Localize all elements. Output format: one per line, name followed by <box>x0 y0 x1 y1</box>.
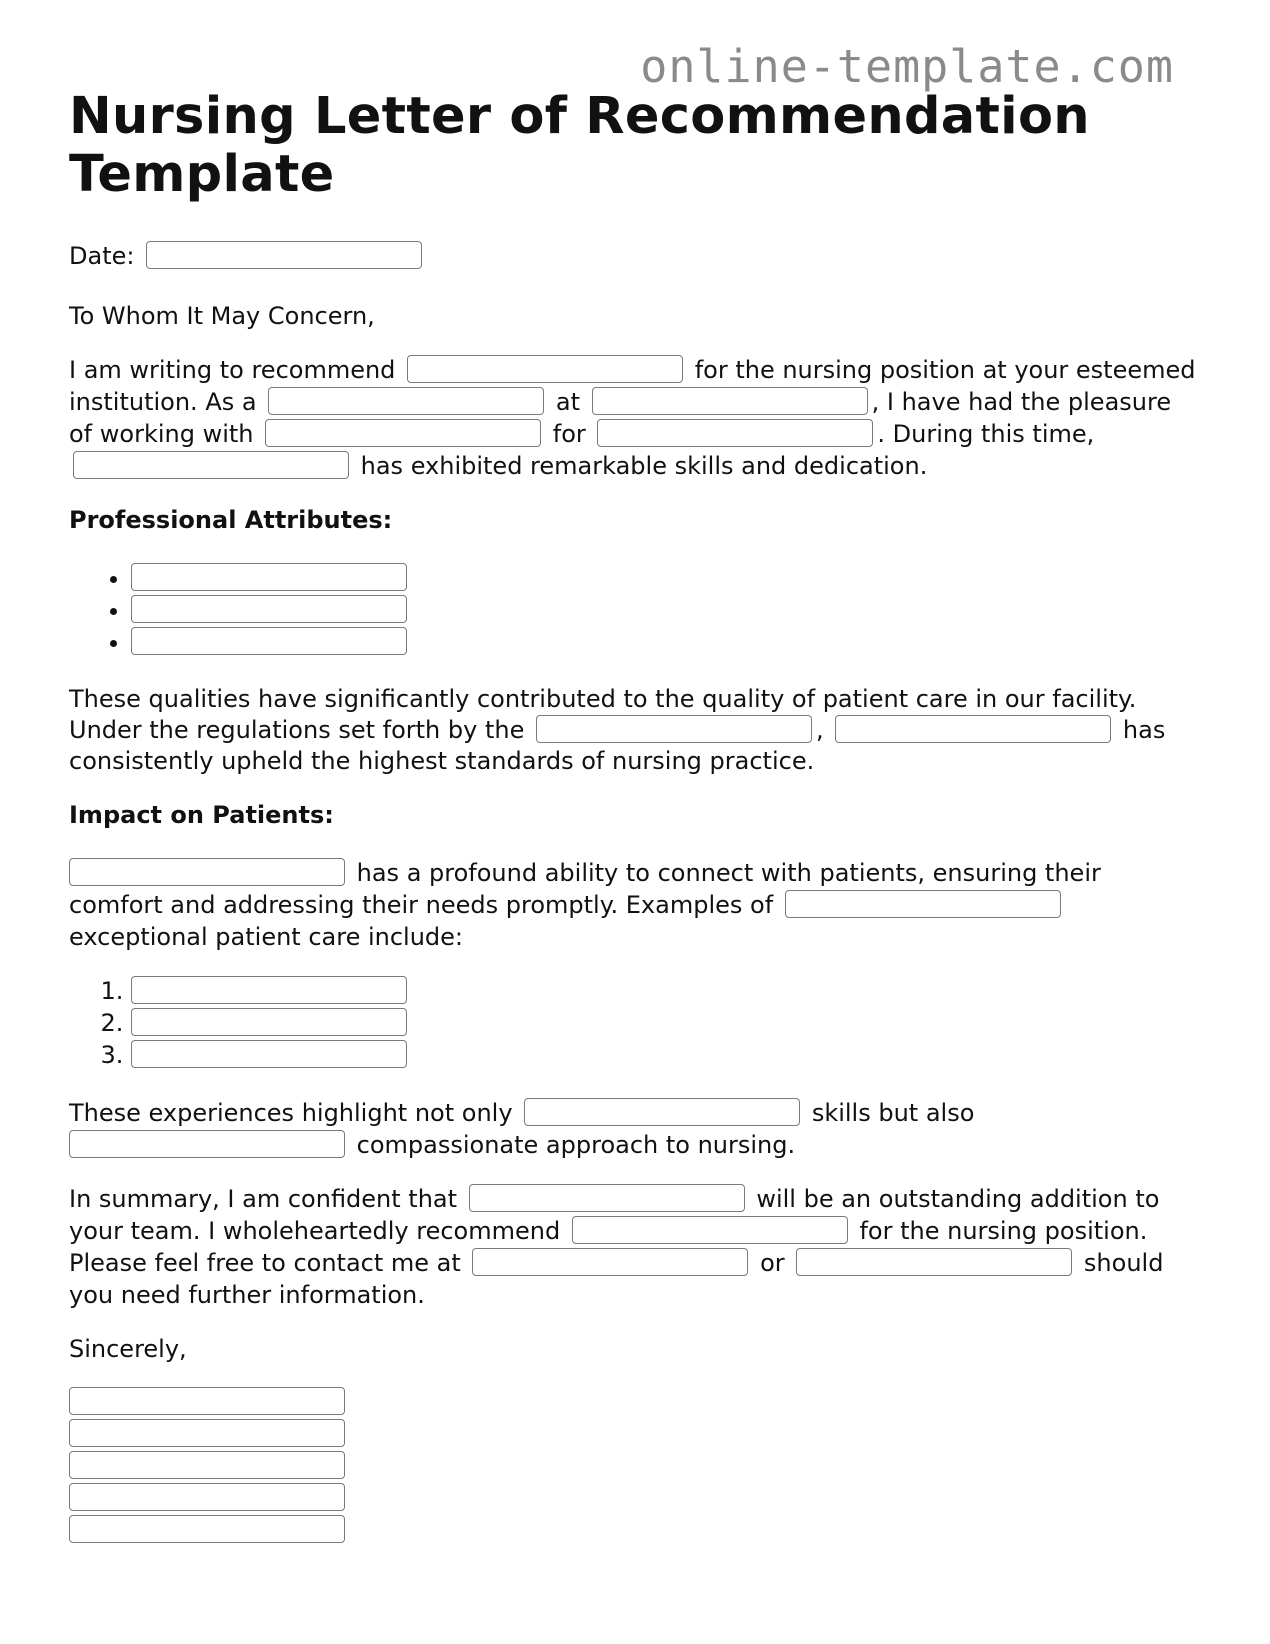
candidate-name-field-3[interactable] <box>73 451 349 479</box>
candidate-name-field-8[interactable] <box>572 1216 848 1244</box>
salutation: To Whom It May Concern, <box>69 302 375 330</box>
signature-block <box>69 1387 1199 1543</box>
summary-text-2: will be an outstanding addition to your team. I wholeheartedly recommend <box>69 1185 1160 1245</box>
summary-text-4: or <box>760 1249 785 1277</box>
summary-text-5: should you need further information. <box>69 1249 1164 1309</box>
quality-text-2: , <box>815 716 824 744</box>
candidate-name-field-6[interactable] <box>785 890 1061 918</box>
experience-text-3: compassionate approach to nursing. <box>356 1131 796 1159</box>
intro-text-1: I am writing to recommend <box>69 356 396 384</box>
intro-paragraph <box>69 354 1199 482</box>
candidate-name-field-7[interactable] <box>469 1184 745 1212</box>
regulatory-body-field[interactable] <box>536 715 812 743</box>
candidate-name-field-5[interactable] <box>69 858 345 886</box>
intro-text-2: for the nursing position at your esteemed institution. As a <box>69 356 1196 416</box>
intro-text-7: has exhibited remarkable skills and dedication. <box>360 452 928 480</box>
impact-text-2: exceptional patient care include: <box>69 923 464 951</box>
attribute-field-2[interactable] <box>131 595 407 623</box>
list-item <box>131 594 1199 626</box>
your-organization-field[interactable] <box>592 387 868 415</box>
list-item <box>131 626 1199 658</box>
example-field-1[interactable] <box>131 976 407 1004</box>
quality-text-1: These qualities have significantly contributed to the quality of patient care in our facility. Under the regulations set forth by the <box>69 685 1137 744</box>
signer-email-field[interactable] <box>69 1515 345 1543</box>
list-item <box>131 1007 1199 1039</box>
quality-paragraph <box>69 684 1199 777</box>
list-item <box>131 975 1199 1007</box>
list-item <box>131 1039 1199 1071</box>
intro-text-6: . During this time, <box>877 420 1095 448</box>
closing: Sincerely, <box>69 1335 187 1363</box>
signer-phone-field[interactable] <box>69 1483 345 1511</box>
impact-heading: Impact on Patients: <box>69 801 334 829</box>
example-field-2[interactable] <box>131 1008 407 1036</box>
intro-text-4: , I have had the pleasure of working with <box>69 388 1172 448</box>
intro-text-3: at <box>555 388 580 416</box>
candidate-possessive-field[interactable] <box>524 1098 800 1126</box>
summary-text-1: In summary, I am confident that <box>69 1185 458 1213</box>
signer-organization-field[interactable] <box>69 1451 345 1479</box>
signer-name-field[interactable] <box>69 1387 345 1415</box>
candidate-name-field[interactable] <box>407 355 683 383</box>
attributes-list <box>69 562 1199 658</box>
quality-text-3: has consistently upheld the highest standards of nursing practice. <box>69 716 1166 775</box>
attributes-heading: Professional Attributes: <box>69 506 393 534</box>
contact-phone-field[interactable] <box>472 1248 748 1276</box>
list-item <box>131 562 1199 594</box>
experience-text-1: These experiences highlight not only <box>69 1099 513 1127</box>
duration-field[interactable] <box>597 419 873 447</box>
date-field[interactable] <box>146 241 422 269</box>
your-position-field[interactable] <box>268 387 544 415</box>
date-line <box>69 240 1199 272</box>
candidate-name-field-2[interactable] <box>265 419 541 447</box>
date-label: Date: <box>69 242 135 270</box>
experience-paragraph <box>69 1097 1199 1161</box>
signer-title-field[interactable] <box>69 1419 345 1447</box>
attribute-field-1[interactable] <box>131 563 407 591</box>
page-title: Nursing Letter of Recommendation Template <box>69 87 1090 204</box>
example-field-3[interactable] <box>131 1040 407 1068</box>
impact-paragraph <box>69 857 1199 953</box>
contact-email-field[interactable] <box>796 1248 1072 1276</box>
summary-paragraph <box>69 1183 1199 1311</box>
letter-page <box>69 88 1199 1547</box>
intro-text-5: for <box>552 420 586 448</box>
impact-text-1: has a profound ability to connect with patients, ensuring their comfort and addressing their needs promptly. Examples of <box>69 859 1101 919</box>
experience-text-2: skills but also <box>811 1099 975 1127</box>
attribute-field-3[interactable] <box>131 627 407 655</box>
candidate-name-field-4[interactable] <box>835 715 1111 743</box>
watermark: online-template.com <box>640 40 1174 93</box>
summary-text-3: for the nursing position. Please feel free to contact me at <box>69 1217 1148 1277</box>
examples-list <box>69 975 1199 1071</box>
candidate-possessive-field-2[interactable] <box>69 1130 345 1158</box>
